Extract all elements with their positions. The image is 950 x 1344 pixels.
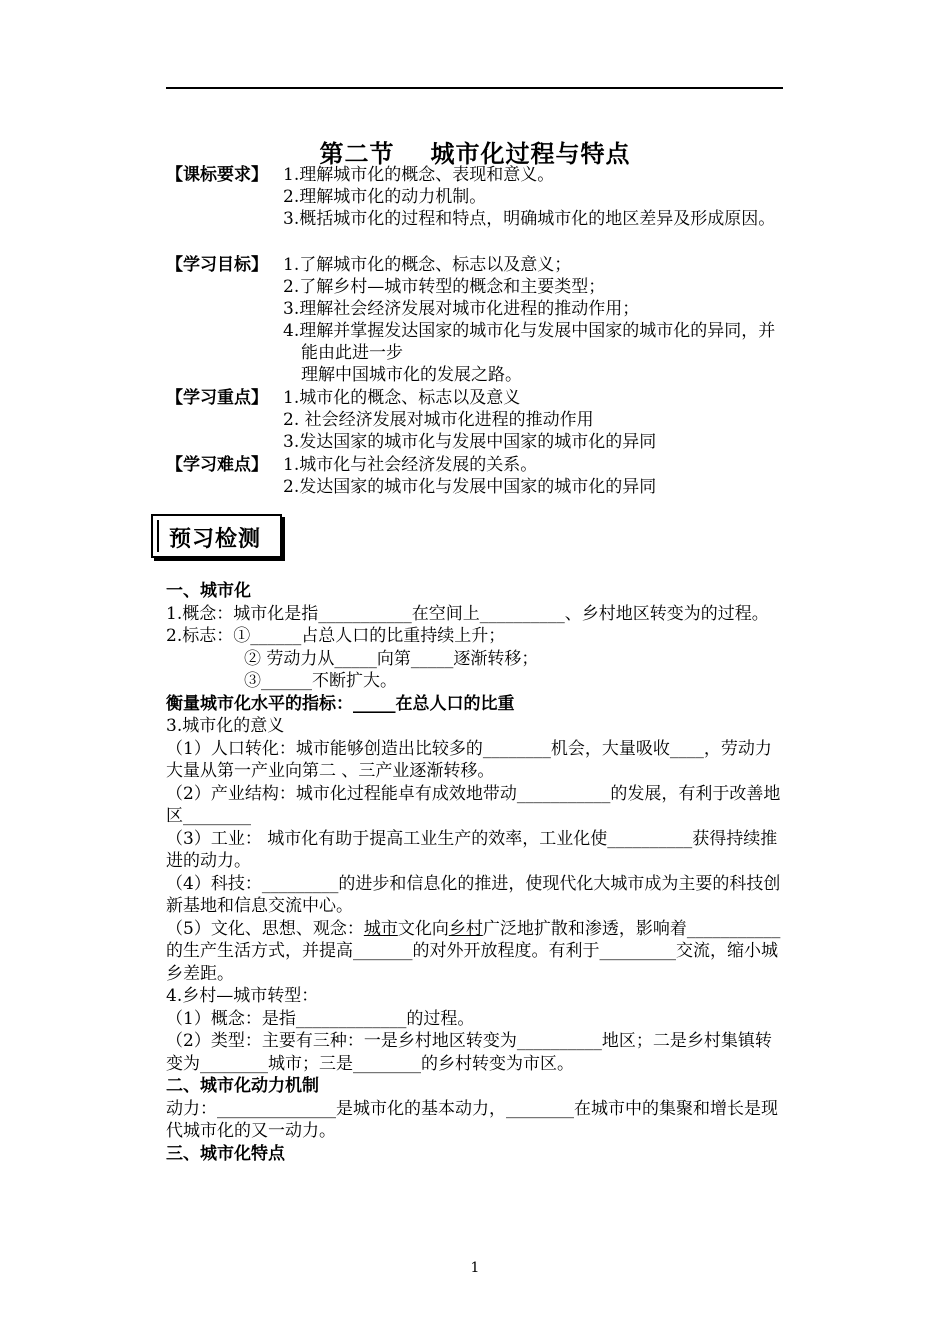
line-segment: （5）文化、思想、观念： (166, 918, 364, 939)
line-segment: 广泛地扩散和渗透，影响着___________的生产生活方式，并提高_______的对外开放程度。有利于_________交流，缩小城乡差距。 (166, 918, 781, 984)
underlined-word: 城市 (363, 918, 398, 939)
worksheet-line: ③______不断扩大。 (244, 671, 397, 691)
worksheet-line: （3）工业： 城市化有助于提高工业生产的效率，工业化使__________获得持续推进的动力。 (166, 828, 778, 871)
req-label: 【学习目标】 (166, 255, 268, 275)
underlined-word: 乡村 (448, 918, 483, 939)
worksheet-line: （2）产业结构：城市化过程能卓有成效地带动___________的发展，有利于改善地区________ (166, 783, 781, 826)
banner-label: 预习检测 (169, 527, 262, 552)
worksheet-line: ② 劳动力从_____向第_____逐渐转移； (244, 648, 539, 669)
worksheet-line-bold: 衡量城市化水平的指标：_____在总人口的比重 (166, 693, 515, 714)
worksheet-line: （4）科技：_________的进步和信息化的推进，使现代化大城市成为主要的科技创新基地和信息交流中心。 (166, 873, 781, 916)
worksheet-line: （2）类型：主要有三种：一是乡村地区转变为__________地区；二是乡村集镇转变为________城市；三是________的乡村转变为市区。 (166, 1031, 772, 1074)
worksheet-line: 动力：______________是城市化的基本动力，________在城市中的集聚和增长是现代城市化的又一动力。 (166, 1098, 778, 1141)
header-rule (166, 87, 783, 89)
worksheet-line: （1）概念：是指_____________的过程。 (166, 1008, 475, 1029)
req-item: 2.理解城市化的动力机制。 (283, 187, 487, 207)
req-item: 2. 社会经济发展对城市化进程的推动作用 (283, 410, 594, 430)
req-label: 【学习难点】 (166, 455, 268, 475)
req-item: 3.发达国家的城市化与发展中国家的城市化的异同 (283, 432, 657, 452)
worksheet-line (166, 918, 782, 986)
req-label: 【学习重点】 (166, 388, 268, 408)
req-item: 1.了解城市化的概念、标志以及意义； (283, 255, 572, 275)
worksheet-line: 4.乡村—城市转型： (166, 986, 319, 1006)
worksheet-line: 1.概念：城市化是指___________在空间上__________、乡村地区转变为的过程。 (166, 603, 769, 624)
title-section: 第二节 (319, 140, 395, 168)
req-item: 4.理解并掌握发达国家的城市化与发展中国家的城市化的异同，并能由此进一步 (283, 321, 776, 363)
req-label: 【课标要求】 (166, 165, 268, 185)
req-item: 1.理解城市化的概念、表现和意义。 (283, 165, 555, 185)
section-heading: 二、城市化动力机制 (166, 1076, 319, 1096)
line-segment: 文化向 (397, 918, 449, 939)
req-item: 2.了解乡村—城市转型的概念和主要类型； (283, 277, 606, 297)
section-heading: 一、城市化 (166, 581, 251, 601)
preview-check-banner (151, 514, 282, 558)
page-number: 1 (470, 1260, 480, 1276)
req-item: 1.城市化与社会经济发展的关系。 (283, 455, 538, 475)
worksheet-line: 2.标志：①______占总人口的比重持续上升； (166, 626, 506, 646)
req-item: 2.发达国家的城市化与发展中国家的城市化的异同 (283, 477, 657, 497)
worksheet-line: 3.城市化的意义 (166, 716, 285, 736)
worksheet-line: （1）人口转化：城市能够创造出比较多的________机会，大量吸收____，劳动力大量从第一产业向第二 、三产业逐渐转移。 (166, 738, 772, 781)
req-item: 3.概括城市化的过程和特点，明确城市化的地区差异及形成原因。 (283, 209, 776, 229)
title-topic: 城市化过程与特点 (430, 140, 631, 168)
req-item: 1.城市化的概念、标志以及意义 (283, 388, 521, 408)
worksheet-body (166, 580, 782, 1165)
req-item: 理解中国城市化的发展之路。 (301, 365, 522, 385)
req-item: 3.理解社会经济发展对城市化进程的推动作用； (283, 299, 640, 319)
section-heading: 三、城市化特点 (166, 1143, 285, 1164)
